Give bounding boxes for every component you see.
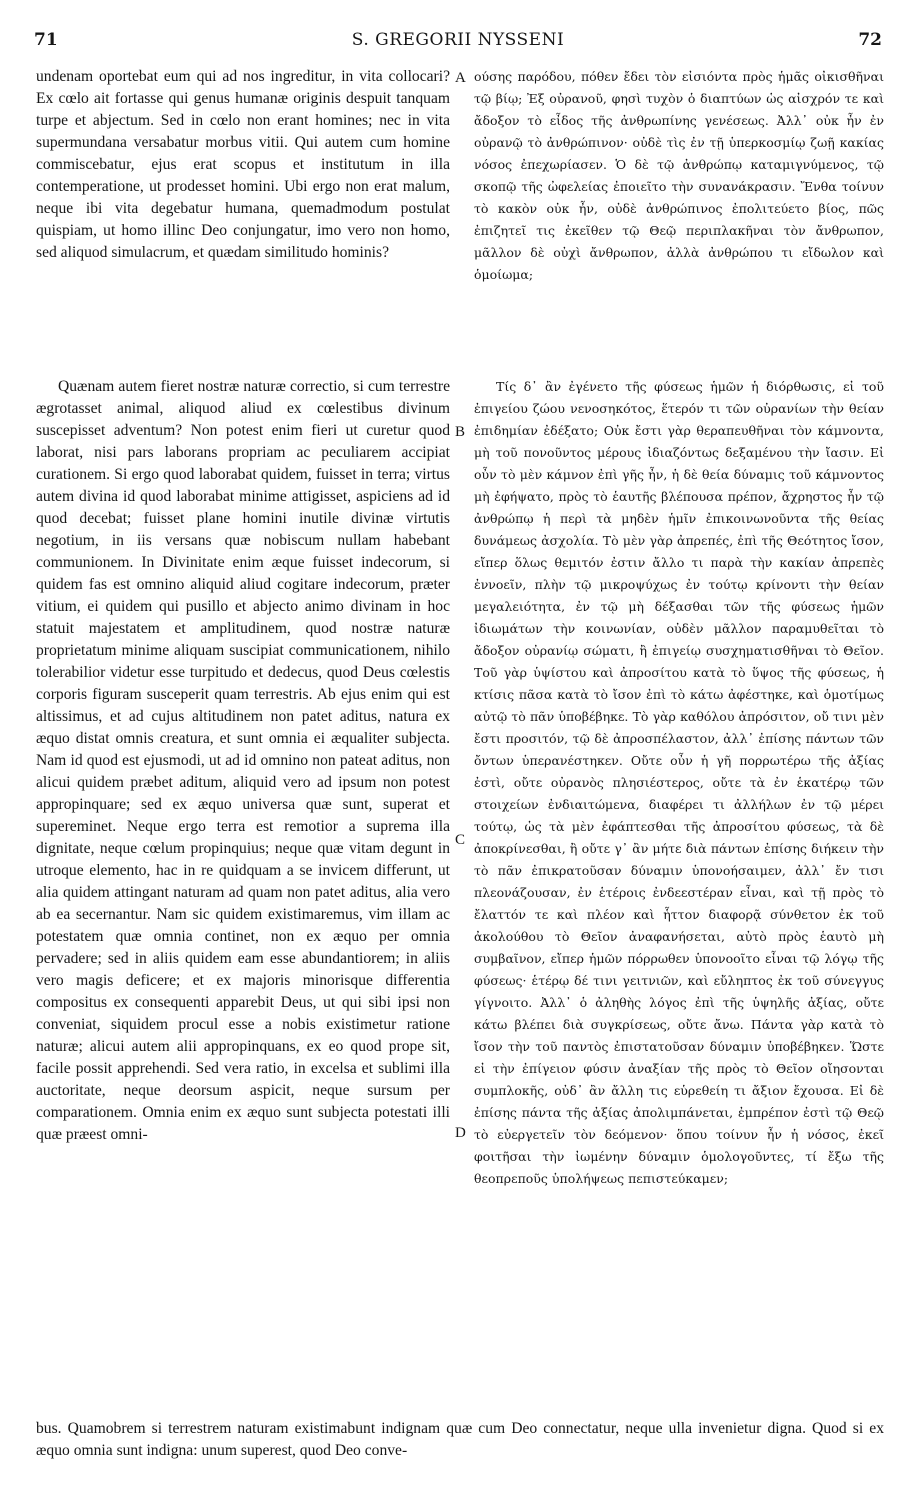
latin-text-2: Quænam autem fieret nostræ naturæ correctio, si cum terrestre ægrotasset animal, aliquod aliud ex cœlestibus divinum suscepisset adventum? Non potest enim fieri ut curetur quod laborat, nisi pars laborans propriam ac peculiarem accipiat curationem. Si ergo quod laborabat quidem, fuisset in terra; virtus autem divina id quod laborabat minime attigisset, aspiciens ad id quod decebat; fuisset plane homini inutile divinæ virtutis negotium, in iis versans quæ nobiscum nullam habebant communionem. In Divinitate enim æque fuisset indecorum, si quidem fas est omnino aliquid aliud cogitare indecorum, præter vitium, ei quidem qui pusillo et abjecto animo divinam in hoc statuit majestatem et amplitudinem, quod nostræ naturæ proprietatum minime aliquam suscipiat communicationem, nihilo tolerabilior videtur esse turpitudo et dedecus, quod Deus cœlestis corporis figuram susceperit quam terrestris. Ab ejus enim qui est altissimus, et ad cujus altitudinem non patet aditus, natura ex æquo distat omnis creatura, et sunt omnia ei æqualiter subjecta. Nam id quod est ejusmodi, ut ad id omnino non pateat aditus, non alicui quidem præbet aditum, aliquid vero ad ipsum non potest appropinquare; sed ex æquo universa quæ sunt, superat et supereminet. Neque ergo terra est remotior a suprema illa dignitate, neque cœlum propinquius; neque quæ vitam degunt in utroque elemento, hac in re quidquam a se invicem differunt, ut alia quidem attingant naturam ad quam non patet aditus, alia vero ab ea secernantur. Nam sic quidem existimaremus, vim illam ac potestatem quæ omnia continet, non ex æquo per omnia pervadere; sed in aliis quidem eam esse abundantiorem; in aliis vero magis deficere; et ex majoris minorisque differentia compositus ex consequenti apparebit Deus, ut qui sibi ipsi non conveniat, siquidem procul esse a nobis existimetur ratione naturæ; alicui autem alii appropinquans, ex eo quod prope sit, facile possit apprehendi. Sed vera ratio, in excelsa et sublimi illa auctoritate, neque deorsum aspicit, neque sursum per comparationem. Omnia enim ex æquo sunt subjecta potestati illi quæ præest omni- [36, 378, 450, 1143]
page-number-left: 71 [34, 30, 58, 50]
margin-marker-c: C [455, 832, 466, 848]
page-number-right: 72 [858, 30, 882, 50]
greek-paragraph-2 [474, 376, 884, 1190]
margin-marker-d: D [455, 1125, 466, 1141]
greek-text-2: Τίς δ᾽ ἂν ἐγένετο τῆς φύσεως ἡμῶν ἡ διόρθωσις, εἰ τοῦ ἐπιγείου ζώου νενοσηκότος, ἕτερόν τι τῶν οὐρανίων τὴν θείαν ἐπιδημίαν ἐδέξατο; Οὐκ ἔστι γὰρ θεραπευθῆναι τὸν κάμνοντα, μὴ τοῦ πονοῦντος μέρους ἰδιαζόντως δεξαμένου τὴν ἴασιν. Εἰ οὖν τὸ μὲν κάμνον ἐπὶ γῆς ἦν, ἡ δὲ θεία δύναμις τοῦ κάμνοντος μὴ ἐφήψατο, πρὸς τὸ ἑαυτῆς βλέπουσα πρέπον, ἄχρηστος ἦν τῷ ἀνθρώπῳ ἡ περὶ τὰ μηδὲν ἡμῖν ἐπικοινωνοῦντα τῆς θείας δυνάμεως ἀσχολία. Τὸ μὲν γὰρ ἀπρεπές, ἐπὶ τῆς Θεότητος ἴσον, εἴπερ ὅλως θεμιτόν ἐστιν ἄλλο τι παρὰ τὴν κακίαν ἀπρεπὲς ἐννοεῖν, πλὴν τῷ μικροψύχως ἐν τούτῳ κρίνοντι τὴν θείαν μεγαλειότητα, ἐν τῷ μὴ δέξασθαι τῶν τῆς φύσεως ἡμῶν ἰδιωμάτων τὴν κοινωνίαν, οὐδὲν μᾶλλον παραμυθεῖται τὸ ἄδοξον οὐρανίῳ σώματι, ἢ ἐπιγείῳ συσχηματισθῆναι τὸ Θεῖον. Τοῦ γὰρ ὑψίστου καὶ ἀπροσίτου κατὰ τὸ ὕψος τῆς φύσεως, ἡ κτίσις πᾶσα κατὰ τὸ ἴσον ἐπὶ τὸ κάτω ἀφέστηκε, καὶ ὁμοτίμως αὐτῷ τὸ πᾶν ὑποβέβηκε. Τὸ γὰρ καθόλου ἀπρόσιτον, οὔ τινι μὲν ἔστι προσιτόν, τῷ δὲ ἀπροσπέλαστον, ἀλλ᾽ ἐπίσης πάντων τῶν ὄντων ὑπερανέστηκεν. Οὔτε οὖν ἡ γῆ πορρωτέρω τῆς ἀξίας ἐστὶ, οὔτε οὐρανὸς πλησιέστερος, οὔτε τὰ ἐν ἑκατέρῳ τῶν στοιχείων ἐνδιαιτώμενα, διαφέρει τι ἀλλήλων ἐν τῷ μέρει τούτῳ, ὡς τὰ μὲν ἐφάπτεσθαι τῆς ἀπροσίτου φύσεως, τὰ δὲ ἀποκρίνεσθαι, ἢ οὔτε γ᾽ ἂν μήτε διὰ πάντων ἐπίσης διήκειν τὴν τὸ πᾶν ἐπικρατοῦσαν δύναμιν ὑπονοήσαιμεν, ἀλλ᾽ ἔν τισι πλεονάζουσαν, ἐν ἑτέροις ἐνδεεστέραν εἶναι, καὶ τῇ πρὸς τὸ ἔλαττόν τε καὶ πλέον καὶ ἧττον διαφορᾷ σύνθετον ἐκ τοῦ ἀκολούθου τὸ Θεῖον ἀναφανήσεται, αὐτὸ πρὸς ἑαυτὸ μὴ συμβαῖνον, εἴπερ ἡμῶν πόρρωθεν ὑπονοοῖτο εἶναι τῷ λόγῳ τῆς φύσεως· ἑτέρῳ δέ τινι γειτνιῶν, καὶ εὔληπτος ἐκ τοῦ σύνεγγυς γίγνοιτο. Ἀλλ᾽ ὁ ἀληθὴς λόγος ἐπὶ τῆς ὑψηλῆς ἀξίας, οὔτε κάτω βλέπει διὰ συγκρίσεως, οὔτε ἄνω. Πάντα γὰρ κατὰ τὸ ἴσον τὴν τοῦ παντὸς ἐπιστατοῦσαν δύναμιν ὑποβέβηκεν. Ὥστε εἰ τὴν ἐπίγειον φύσιν ἀναξίαν τῆς πρὸς τὸ Θεῖον οἴησονται συμπλοκῆς, οὐδ᾽ ἂν ἄλλη τις εὑρεθείη τι ἄξιον ἔχουσα. Εἰ δὲ ἐπίσης πάντα τῆς ἀξίας ἀπολιμπάνεται, ἐμπρέπον ἐστὶ τῷ Θεῷ τὸ εὐεργετεῖν τὸν δεόμενον· ὅπου τοίνυν ἦν ἡ νόσος, ἐκεῖ φοιτῆσαι τὴν ἰωμένην δύναμιν ὁμολογοῦντες, τί ἔξω τῆς θεοπρεποῦς ὑπολήψεως πεπιστεύκαμεν; [474, 379, 884, 1186]
latin-paragraph-2 [36, 376, 450, 1146]
margin-marker-a: A [455, 70, 466, 86]
bottom-continuation-text: bus. Quamobrem si terrestrem naturam existimabunt indignam quæ cum Deo connectatur, neque ulla invenietur digna. Quod si ex æquo omnia sunt indigna: unum superest, quod Deo conve- [36, 1420, 884, 1459]
latin-paragraph-1 [36, 66, 450, 264]
running-title: S. GREGORII NYSSENI [351, 30, 565, 50]
greek-paragraph-1 [474, 66, 884, 286]
margin-marker-b: B [455, 424, 466, 440]
greek-text-1: ούσης παρόδου, πόθεν ἔδει τὸν εἰσιόντα πρὸς ἡμᾶς οἰκισθῆναι τῷ βίῳ; Ἐξ οὐρανοῦ, φησὶ τυχὸν ὁ διαπτύων ὡς αἰσχρόν τε καὶ ἄδοξον τὸ εἶδος τῆς ἀνθρωπίνης γενέσεως. Ἀλλ᾽ οὐκ ἦν ἐν οὐρανῷ τὸ ἀνθρώπινον· οὐδὲ τὶς ἐν τῇ ὑπερκοσμίῳ ζωῇ κακίας νόσος ἐπεχωρίασεν. Ὁ δὲ τῷ ἀνθρώπῳ καταμιγνύμενος, τῷ σκοπῷ τῆς ὠφελείας ἐποιεῖτο τὴν συνανάκρασιν. Ἔνθα τοίνυν τὸ κακὸν οὐκ ἦν, οὐδὲ ἀνθρώπινος ἐπολιτεύετο βίος, πῶς ἐπιζητεῖ τις ἐκεῖθεν τῷ Θεῷ περιπλακῆναι τὸν ἄνθρωπον, μᾶλλον δὲ οὐχὶ ἄνθρωπον, ἀλλὰ ἀνθρώπου τι εἴδωλον καὶ ὁμοίωμα; [474, 69, 884, 282]
page-header [34, 30, 882, 56]
latin-text-1: undenam oportebat eum qui ad nos ingreditur, in vita collocari? Ex cœlo ait fortasse qui genus humanæ originis despuit tanquam turpe et abjectum. Sed in cœlo non erant homines; nec in vita supermundana versabatur morbus vitii. Qui autem cum homine commiscebatur, ejus erat scopus et institutum in illa contemperatione, ut prodesset homini. Ubi ergo non erat malum, neque ibi vita degebatur humana, quemadmodum postulat quispiam, ut homo illinc Deo conjungatur, imo vero non homo, sed aliquod simulacrum, et quædam similitudo hominis? [36, 68, 450, 261]
